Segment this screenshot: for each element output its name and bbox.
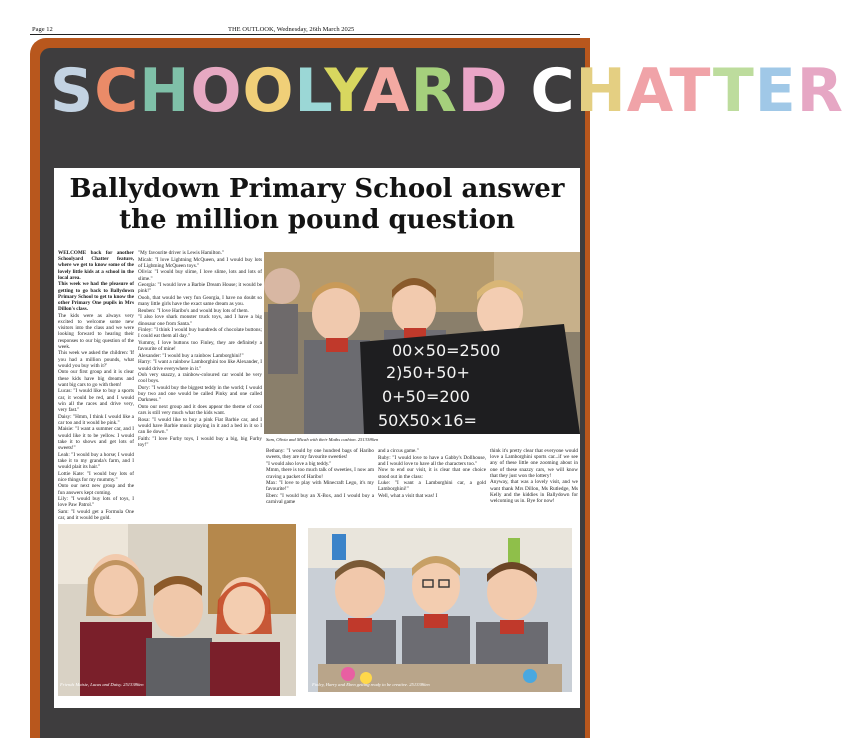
article-paragraph: Dory: "I would buy the biggest teddy in the world; I would buy two and one would be called Pinky and one called Darkness."	[138, 384, 262, 404]
article-paragraph: and a circus game."	[378, 448, 419, 454]
headline	[54, 174, 580, 236]
section-banner	[50, 56, 844, 152]
article-paragraph: Luke: "I want a Lamborghini car, a gold Lamborghini!"	[378, 480, 486, 493]
banner-letter: T	[669, 56, 713, 126]
article-paragraph: This week we had the pleasure of getting to go back to Ballydown Primary School to get to know the other Primary One pupils in Mrs Dillon's class.	[58, 281, 134, 313]
article-paragraph: Max: "I love to play with Minecraft Lego, it's my favourite!"	[266, 480, 374, 493]
article-paragraph: Leah: "I would buy a horse; I would take it to my granda's farm, and I would plait its hair."	[58, 451, 134, 471]
board-line: 00×50=2500	[392, 341, 501, 360]
article-paragraph: Lucas: "I would like to buy a sports car, it would be red, and I would win all the races and drive very, very fast."	[58, 388, 134, 414]
article-paragraph: Ruby: "I would love to have a Gabby's Dollhouse, and I would love to have all the characters too."	[378, 454, 486, 467]
photo-caption-main: Sam, Olivia and Micah with their Maths cushion. 2513386en	[266, 437, 379, 442]
banner-letter: E	[754, 56, 797, 126]
article-paragraph: Anyway, that was a lovely visit, and we want thank Mrs Dillon, Ms Rutledge, Ms Kelly and the kiddies in Ballydown for welcoming us in. Bye for now!	[490, 479, 578, 505]
article-paragraph: WELCOME back for another Schoolyard Chatter feature, where we get to know some of the lovely little kids at a school in the local area.	[58, 250, 134, 281]
photo-caption-right: Finley, Harry and Eben getting ready to be creative. 2513386en	[312, 682, 430, 687]
article-column-4	[378, 448, 486, 522]
banner-letter: R	[410, 56, 458, 126]
article-paragraph: Ooh very snazzy, a rainbow-coloured car would be very cool boys.	[138, 372, 262, 385]
banner-letter: D	[457, 56, 509, 126]
banner-letter: T	[712, 56, 755, 126]
article-paragraph: Bethany: "I would by one hundred bags of Haribo sweets, they are my favourite sweeties!	[266, 448, 374, 461]
banner-letter: C	[94, 56, 140, 126]
article-paragraph: Sam: "I would get a Formula One car, and it would be gold.	[58, 509, 134, 522]
board-line: 50X50×16=	[378, 411, 477, 430]
article-paragraph: The kids were as always very excited to welcome some new visitors into the class and we were looking forward to hearing their responses to our big question of the week.	[58, 312, 134, 350]
banner-letter: L	[294, 56, 325, 126]
banner-letter: A	[363, 56, 411, 126]
article-paragraph: Now to end our visit, it is clear that one choice stood out in the class:	[378, 467, 486, 480]
article-paragraph: Alexander: "I would buy a rainbow Lamborghini!"	[138, 352, 244, 359]
article-paragraph: Maisie: "I want a summer car, and I would like it to be yellow. I would take it to shows and get lots of sweets!"	[58, 426, 134, 452]
article-paragraph: Lily: "I would buy lots of toys, I love Paw Patrol."	[58, 496, 134, 509]
article-column-3	[266, 448, 374, 522]
article-paragraph: Yummy, I love buttons too Finley, they are definitely a favourite of mine!	[138, 339, 262, 353]
article-paragraph: "My favourite driver is Lewis Hamilton."	[138, 250, 225, 256]
banner-title	[50, 56, 844, 126]
article-column-5	[490, 448, 578, 522]
photo-creative	[308, 528, 572, 692]
article-column-1	[58, 250, 134, 522]
photo-maths-cushion	[264, 252, 580, 434]
article-column-2	[138, 250, 262, 518]
article-paragraph: This week we asked the children: 'If you had a million pounds, what would you buy with it?'	[58, 350, 134, 369]
article-paragraph: Micah: "I love Lightning McQueen, and I would buy lots of Lightning McQueen toys."	[138, 256, 262, 269]
banner-letter: O	[242, 56, 295, 126]
banner-letter: A	[626, 56, 670, 126]
banner-letter: R	[796, 56, 844, 126]
banner-letter: O	[190, 56, 243, 126]
photo-friends	[58, 524, 296, 696]
banner-letter: H	[139, 56, 191, 126]
article-paragraph: Oooh, that would be very fun Georgia, I have no doubt so many little girls have the exact same dream as you.	[138, 294, 262, 308]
article-paragraph: Daisy: "Hmm, I think I would like a car too and it would be pink."	[58, 413, 134, 426]
photo-caption-left: Friends Maisie, Lucas and Daisy. 2513386en	[60, 682, 144, 687]
article-paragraph: think it's pretty clear that everyone would love a Lamborghini sports car...if we see any of these little one zooming about in one of these snazzy cars, we will know that they just won the lottery!	[490, 448, 578, 479]
article-paragraph: Reuben: "I love Haribo's and would buy lots of them.	[138, 307, 249, 314]
article-paragraph: "I would also love a big teddy."	[266, 460, 332, 467]
banner-letter: C	[530, 56, 576, 126]
article-paragraph: Well, what a visit that was! I	[378, 492, 438, 499]
article-paragraph: Harry: "I want a rainbow Lamborghini too like Alexander, I would drive everywhere in it."	[138, 359, 262, 372]
article-paragraph: Lottie Kate: "I would buy lots of nice things for my mummy."	[58, 470, 134, 483]
banner-letter	[509, 56, 531, 126]
article-paragraph: Georgia: "I would love a Barbie Dream House; it would be pink!"	[138, 282, 262, 295]
article-paragraph: Faith: "I love Furby toys, I would buy a big, big Furby toy!"	[138, 435, 262, 448]
article-paragraph: Eben: "I would buy an X-Box, and I would buy a carnival game	[266, 492, 374, 506]
article-paragraph: Mmm, there is too much talk of sweeties, I now am craving a packet of Haribo!	[266, 467, 374, 480]
article-paragraph: Onto our first group and it is clear these kids have big dreams and want big cars to go with them!	[58, 369, 134, 388]
publication-title: THE OUTLOOK, Wednesday, 26th March 2025	[228, 26, 355, 33]
article-paragraph: Rosa: "I would like to buy a pink Fiat Barbie car, and I would have Barbie music playing in it and a bed in it so I can lie down."	[138, 416, 262, 436]
board-line: 0+50=200	[382, 387, 470, 406]
article-paragraph: Olivia: "I would buy slime, I love slime, lots and lots of slime."	[138, 269, 262, 282]
headline-line-1: Ballydown Primary School answer	[69, 174, 565, 204]
banner-letter: Y	[324, 56, 364, 126]
article-paragraph: "I also love shark monster truck toys, and I have a big dinosaur one from Santa."	[138, 314, 262, 327]
article-paragraph: Onto our next group and it does appear the theme of cool cars is still very much what the kids want.	[138, 403, 262, 417]
banner-letter: S	[50, 56, 95, 126]
running-header	[0, 0, 580, 33]
article-paragraph: Finley: "I think I would buy hundreds of chocolate buttons; I could eat them all day."	[138, 327, 262, 340]
header-rule	[30, 34, 580, 35]
banner-letter: H	[575, 56, 627, 126]
article-paragraph: Onto our next new group and the fun answers kept coming.	[58, 483, 134, 496]
headline-line-2: the million pound question	[119, 205, 515, 235]
page-number: Page 12	[32, 26, 53, 33]
board-line: 2)50+50+	[386, 363, 470, 382]
